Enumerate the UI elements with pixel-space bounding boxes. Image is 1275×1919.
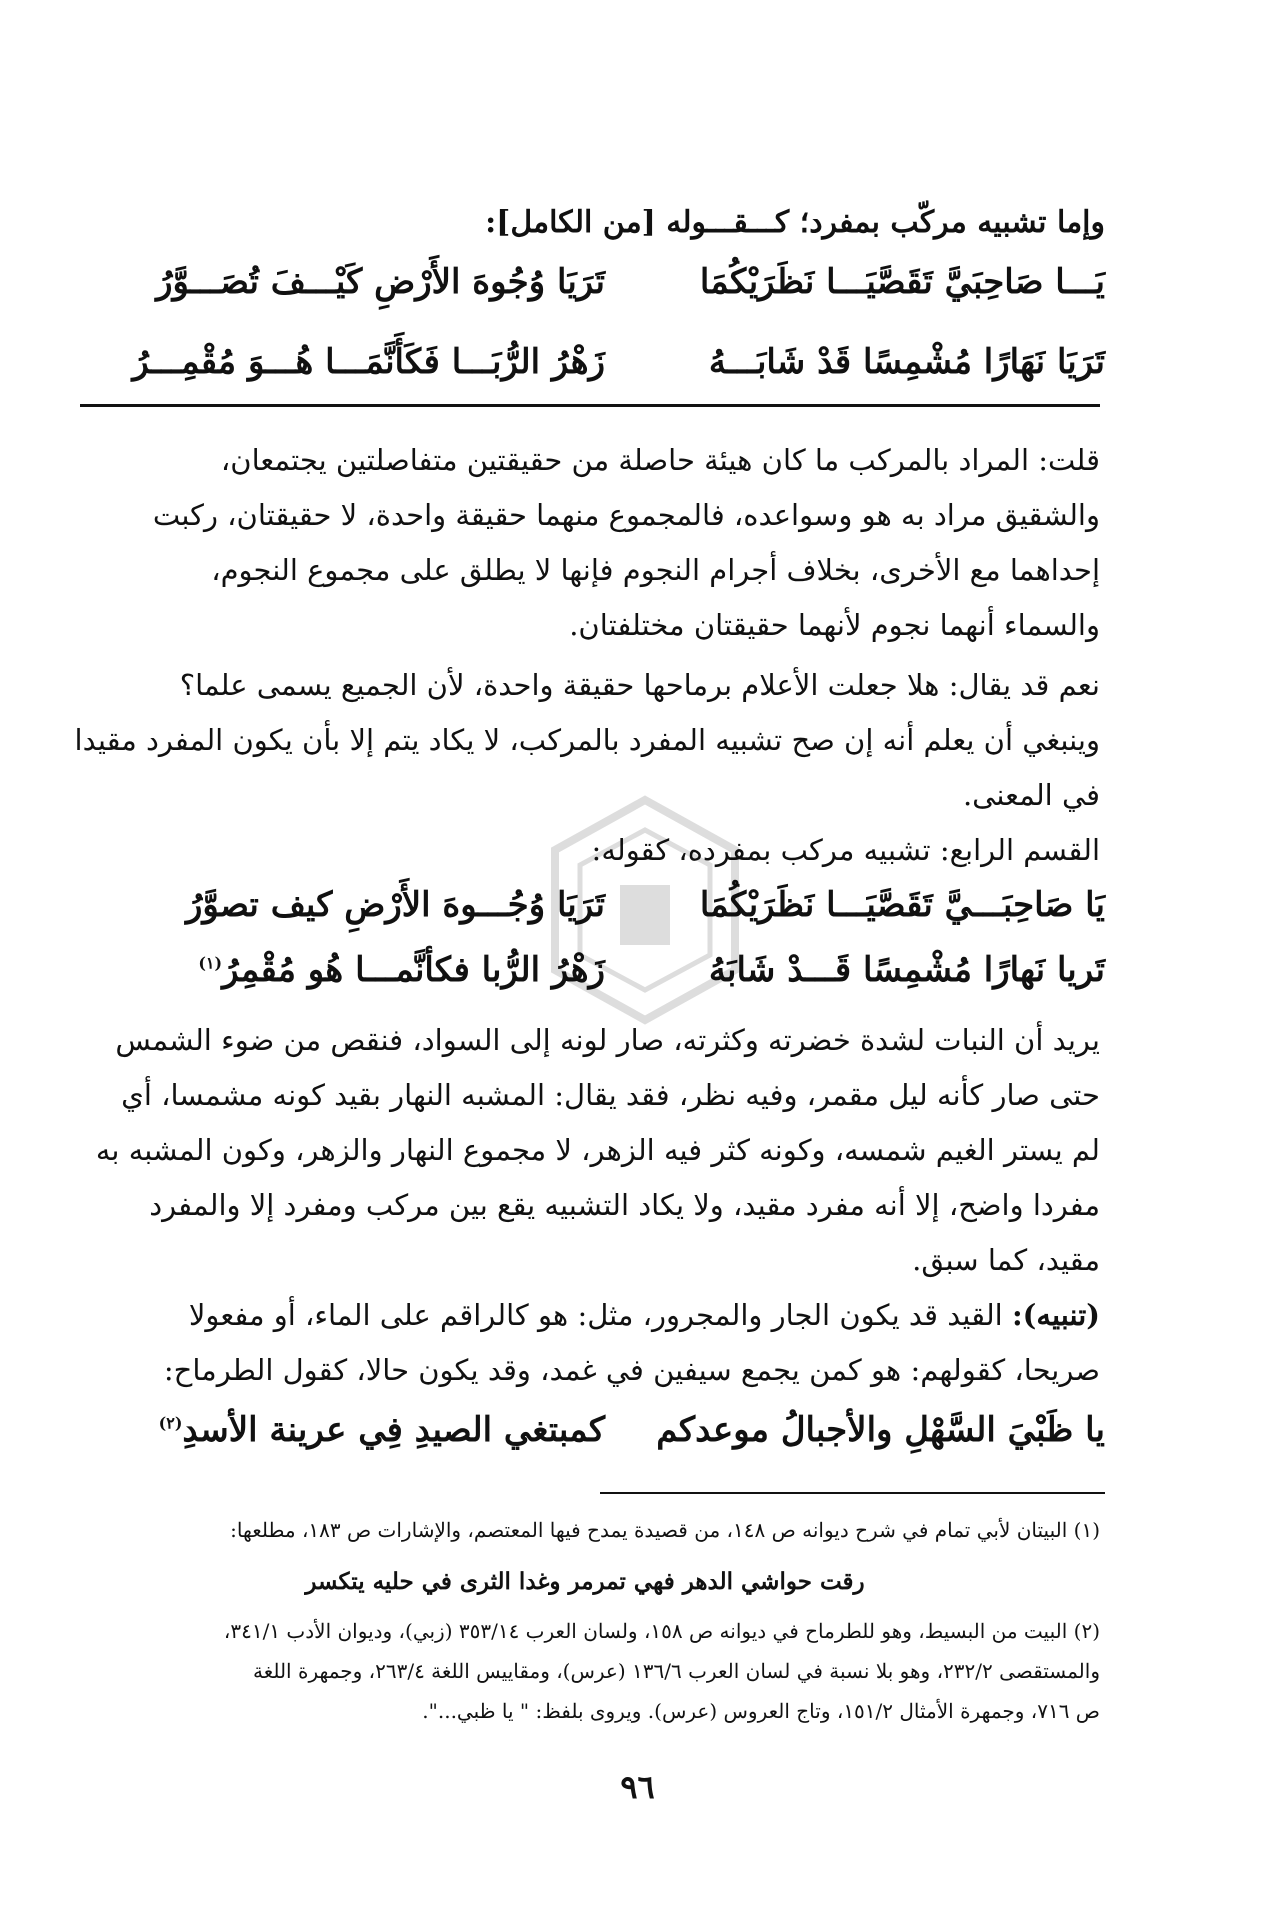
footnote-marker: (١) — [198, 953, 223, 973]
paragraph-line — [80, 1298, 1100, 1332]
verse-hemistich-first: يَـــا صَاحِبَيَّ تَقَصَّيَـــا نَظَرَيْكُمَا — [699, 262, 1105, 302]
page-number: ٩٦ — [620, 1768, 655, 1806]
paragraph-line: وينبغي أن يعلم أنه إن صح تشبيه المفرد بالمركب، لا يكاد يتم إلا بأن يكون المفرد مقيدا — [74, 723, 1100, 757]
footnote-1: (١) البيتان لأبي تمام في شرح ديوانه ص ١٤٨، من قصيدة يمدح فيها المعتصم، والإشارات ص ١٨٣، مطلعها: — [230, 1518, 1100, 1542]
footnote-2-line: والمستقصى ٢٣٢/٢، وهو بلا نسبة في لسان العرب ١٣٦/٦ (عرس)، ومقاييس اللغة ٢٦٣/٤، وجمهرة اللغة — [252, 1659, 1100, 1683]
verse-hemistich-second: زَهْرُ الرُّبَـــا فَكَأَنَّمَـــا هُـــوَ مُقْمِـــرُ — [132, 342, 605, 382]
paragraph-line: في المعنى. — [962, 778, 1100, 812]
verse-text: كمبتغي الصيدِ فِي عرينة الأسدِ — [182, 1410, 605, 1450]
verse-hemistich-first: تَريا نَهارًا مُشْمِسًا قَـــدْ شَابَهُ — [708, 950, 1105, 990]
verse-hemistich-first: يَا صَاحِبَـــيَّ تَقَصَّيَـــا نَظَرَيْكُمَا — [699, 885, 1105, 925]
footnote-verse: رقت حواشي الدهر فهي تمرمر وغدا الثرى في حليه يتكسر — [305, 1568, 865, 1595]
note-label: (تنبيه): — [1011, 1298, 1100, 1332]
footnote-divider — [600, 1492, 1105, 1494]
footnote-marker: (٢) — [158, 1413, 183, 1433]
paragraph-line: صريحا، كقولهم: هو كمن يجمع سيفين في غمد، وقد يكون حالا، كقول الطرماح: — [163, 1353, 1100, 1387]
verse-row — [132, 342, 1105, 398]
verse-row — [156, 262, 1105, 318]
verse-hemistich-second: تَرَيَا وُجُوهَ الأَرْضِ كَيْـــفَ تُصَـــوَّرُ — [156, 262, 605, 302]
verse-hemistich-second: تَرَيَا وُجُـــوهَ الأَرْضِ كيف تصوَّرُ — [185, 885, 605, 925]
intro-line: وإما تشبيه مركّب بمفرد؛ كـــقـــوله [من الكامل]: — [485, 205, 1105, 240]
library-seal-watermark — [530, 790, 760, 1030]
note-text: القيد قد يكون الجار والمجرور، مثل: هو كالراقم على الماء، أو مفعولا — [188, 1298, 1003, 1332]
verse-row — [158, 1410, 1105, 1466]
verse-hemistich-second — [158, 1410, 605, 1450]
paragraph-line: لم يستر الغيم شمسه، وكونه كثر فيه الزهر، لا مجموع النهار والزهر، وكون المشبه به — [95, 1133, 1100, 1167]
paragraph-line: مقيد، كما سبق. — [912, 1243, 1100, 1277]
verse-text: زَهْرُ الرُّبا فكأنَّمـــا هُو مُقْمِرُ — [222, 950, 605, 990]
section-heading: القسم الرابع: تشبيه مركب بمفرده، كقوله: — [591, 833, 1100, 867]
paragraph-line: إحداهما مع الأخرى، بخلاف أجرام النجوم فإنها لا يطلق على مجموع النجوم، — [211, 553, 1100, 587]
paragraph-line: مفردا واضح، إلا أنه مفرد مقيد، ولا يكاد التشبيه يقع بين مركب ومفرد إلا والمفرد — [149, 1188, 1100, 1222]
paragraph-line: والسماء أنهما نجوم لأنهما حقيقتان مختلفتان. — [569, 608, 1100, 642]
footnote-2-line: ص ٧١٦، وجمهرة الأمثال ١٥١/٢، وتاج العروس (عرس). ويروى بلفظ: " يا ظبي...". — [422, 1699, 1100, 1723]
paragraph-line: والشقيق مراد به هو وسواعده، فالمجموع منهما حقيقة واحدة، لا حقيقتان، ركبت — [152, 498, 1100, 532]
section-divider — [80, 404, 1100, 407]
paragraph-line: نعم قد يقال: هلا جعلت الأعلام برماحها حقيقة واحدة، لأن الجميع يسمى علما؟ — [179, 668, 1100, 702]
paragraph-line: يريد أن النبات لشدة خضرته وكثرته، صار لونه إلى السواد، فنقص من ضوء الشمس — [115, 1023, 1100, 1057]
footnote-2-line: (٢) البيت من البسيط، وهو للطرماح في ديوانه ص ١٥٨، ولسان العرب ٣٥٣/١٤ (زبي)، وديوان الأدب ٣٤١/١، — [223, 1619, 1100, 1643]
paragraph-line: حتى صار كأنه ليل مقمر، وفيه نظر، فقد يقال: المشبه النهار بقيد كونه مشمسا، أي — [121, 1078, 1100, 1112]
verse-hemistich-first: تَرَيَا نَهَارًا مُشْمِسًا قَدْ شَابَـــهُ — [708, 342, 1105, 382]
verse-hemistich-first: يا ظَبْيَ السَّهْلِ والأجبالُ موعدكم — [656, 1410, 1105, 1450]
paragraph-line: قلت: المراد بالمركب ما كان هيئة حاصلة من حقيقتين متفاصلتين يجتمعان، — [220, 443, 1100, 477]
